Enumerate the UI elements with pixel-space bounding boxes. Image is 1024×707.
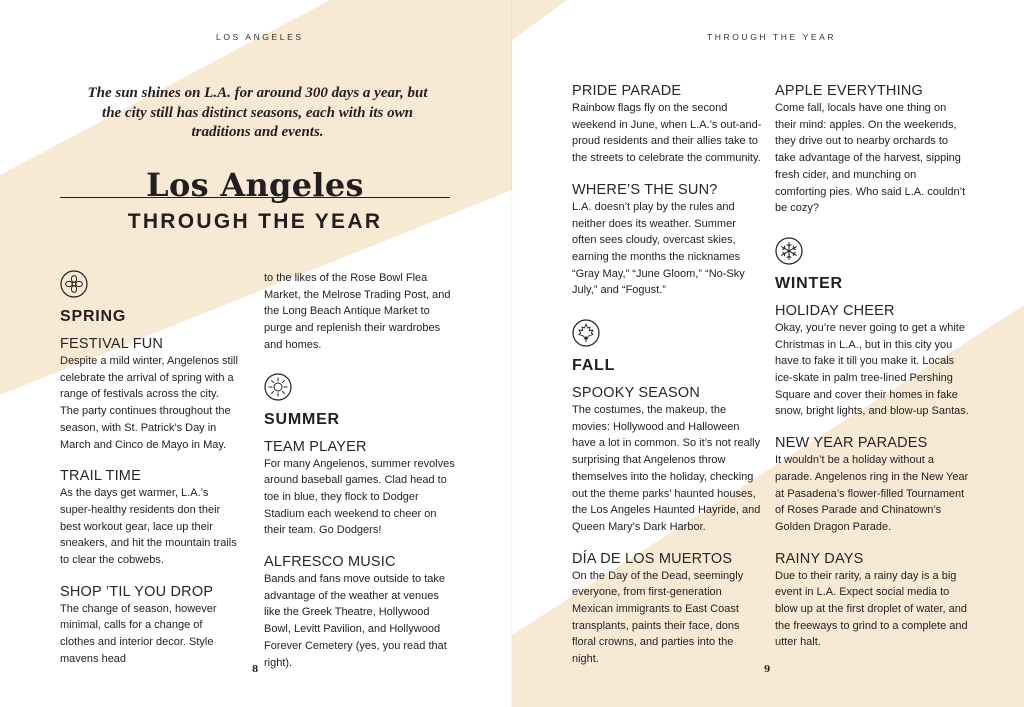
alfresco-heading: ALFRESCO MUSIC bbox=[264, 554, 396, 571]
book-gutter bbox=[511, 0, 513, 707]
summer-column bbox=[264, 270, 456, 671]
spring-heading: SPRING bbox=[60, 308, 127, 325]
running-head-left: LOS ANGELES bbox=[216, 32, 304, 42]
new-year-parades-text: It wouldn’t be a holiday without a parade. Angelenos ring in the New Year at Pasadena’s flower-filled Tournament of Roses Parade and Chinatown’s Golden Dragon Parade. bbox=[775, 454, 969, 533]
fall-heading: FALL bbox=[572, 357, 616, 375]
snowflake-icon bbox=[775, 237, 803, 265]
spooky-season-text: The costumes, the makeup, the movies: Hollywood and Halloween have a lot in common. So it’s not really surprising that Angelenos throw themselves into the holiday, checking out the theme parks’ haunted houses, the Los Angeles Haunted Hayride, and Queen Mary’s Dark Harbor. bbox=[572, 404, 761, 533]
spring-column bbox=[60, 270, 240, 668]
rainy-days-text: Due to their rarity, a rainy day is a big event in L.A. Expect social media to blow up at the first droplet of water, and the freeways to grind to a complete and utter halt. bbox=[775, 569, 968, 649]
dia-de-los-muertos-text: On the Day of the Dead, seemingly everyone, from first-generation Mexican immigrants to East Coast transplants, paints their face, dons floral crowns, and parties into the night. bbox=[572, 569, 744, 666]
festival-fun-heading: FESTIVAL FUN bbox=[60, 336, 164, 352]
spooky-season-heading: SPOOKY SEASON bbox=[572, 385, 701, 402]
flower-icon bbox=[60, 270, 88, 298]
page-number-left: 8 bbox=[252, 665, 259, 675]
alfresco-text: Bands and fans move outside to take advantage of the weather at venues like the Greek Theatre, Hollywood Bowl, Levitt Pavilion, and Hollywood Forever Cemetery (yes, you read that right). bbox=[264, 573, 447, 669]
page-title-text: Los Angeles bbox=[146, 166, 364, 204]
winter-heading: WINTER bbox=[775, 274, 843, 292]
wheres-the-sun-heading: WHERE’S THE SUN? bbox=[572, 181, 718, 198]
summer-heading: SUMMER bbox=[264, 410, 340, 428]
trail-time-text: As the days get warmer, L.A.’s super-healthy residents don their best workout gear, lace up their sneakers, and hit the mountain trails to clear the cobwebs. bbox=[60, 487, 237, 567]
fall-column bbox=[572, 82, 762, 668]
maple-leaf-icon bbox=[572, 319, 600, 347]
shop-text: The change of season, however minimal, calls for a change of clothes and interior decor. Style mavens head bbox=[60, 602, 217, 665]
page-title bbox=[60, 167, 450, 203]
pride-parade-text: Rainbow flags fly on the second weekend in June, when L.A.’s out-and-proud residents and their allies take to the streets to celebrate the community. bbox=[572, 102, 762, 165]
sun-icon bbox=[264, 373, 292, 401]
shop-text-continued: to the likes of the Rose Bowl Flea Market, the Melrose Trading Post, and the Long Beach Antique Market to purge and replenish their wardrobes and homes. bbox=[264, 272, 451, 351]
holiday-cheer-heading: HOLIDAY CHEER bbox=[775, 302, 895, 319]
new-year-parades-heading: NEW YEAR PARADES bbox=[775, 435, 928, 452]
team-player-text: For many Angelenos, summer revolves around baseball games. Clad head to toe in blue, they flock to Dodger Stadium each weekend to cheer on their team. Go Dodgers! bbox=[264, 457, 455, 537]
page-number-right: 9 bbox=[764, 665, 771, 675]
holiday-cheer-text: Okay, you’re never going to get a white Christmas in L.A., but in this city you have to fake it till you make it. Locals ice-skate in palm tree-lined Pershing Square and cover their homes in fake snow, bright lights, and blow-up Santas. bbox=[775, 321, 969, 418]
accent-band-corner bbox=[512, 0, 567, 40]
festival-fun-text: Despite a mild winter, Angelenos still celebrate the arrival of spring with a range of festivals across the city. The party continues throughout the season, with St. Patrick’s Day in March and Cinco de Mayo in May. bbox=[60, 355, 238, 451]
right-page bbox=[512, 0, 1024, 707]
shop-heading: SHOP ’TIL YOU DROP bbox=[60, 583, 214, 600]
apple-everything-text: Come fall, locals have one thing on their mind: apples. On the weekends, they drive out to nearby orchards to take advantage of the harvest, sipping fresh cider, and munching on comforting pies. Who said L.A. couldn’t be cozy? bbox=[775, 102, 966, 215]
intro-text: The sun shines on L.A. for around 300 days a year, but the city still has distinct seasons, each with its own traditions and events. bbox=[87, 85, 428, 140]
team-player-heading: TEAM PLAYER bbox=[264, 438, 367, 455]
trail-time-heading: TRAIL TIME bbox=[60, 468, 141, 485]
wheres-the-sun-text: L.A. doesn’t play by the rules and neither does its weather. Summer often sees cloudy, overcast skies, earning the months the nicknames “Gray May,” “June Gloom,” “No-Sky July,” and “Fogust.” bbox=[572, 200, 745, 297]
pride-parade-heading: PRIDE PARADE bbox=[572, 83, 682, 99]
dia-de-los-muertos-heading: DÍA DE LOS MUERTOS bbox=[572, 550, 733, 567]
winter-column bbox=[775, 82, 969, 651]
page-subtitle: THROUGH THE YEAR bbox=[127, 210, 383, 233]
rainy-days-heading: RAINY DAYS bbox=[775, 550, 864, 567]
running-head-right: THROUGH THE YEAR bbox=[707, 32, 837, 42]
apple-everything-heading: APPLE EVERYTHING bbox=[775, 83, 923, 99]
